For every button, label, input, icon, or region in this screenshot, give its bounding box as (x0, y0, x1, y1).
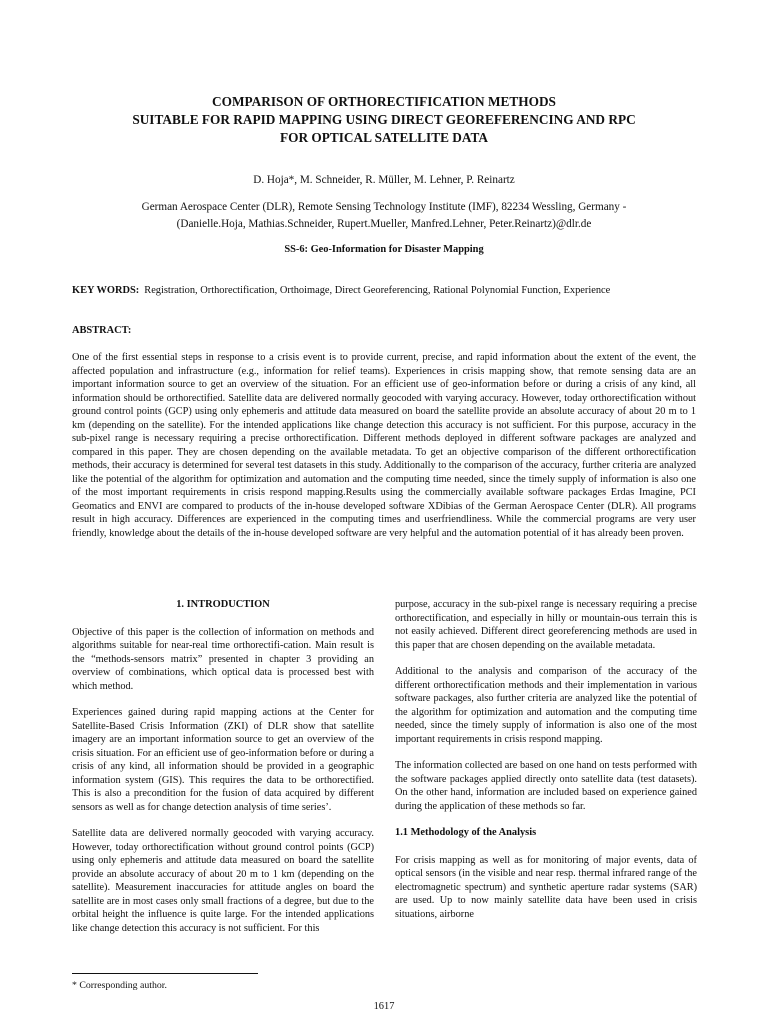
keywords (72, 285, 712, 296)
paragraph: Satellite data are delivered normally geocoded with varying accuracy. However, today orthorectification without ground control points (GCP) using only ephemeris and attitude data measured on board the satellite provide an absolute accuracy of about 20 m to 1 km (depending on the satellite). Measurement inaccuracies for attitude angles on board the satellite are in most cases only small fractions of a degree, but due to the orbital height the influence is quite large. For the intended applications like change detection this accuracy is not sufficient. For this (72, 828, 374, 934)
keywords-label: KEY WORDS: (72, 285, 140, 296)
right-column (395, 598, 697, 934)
keywords-text: Registration, Orthorectification, Orthoimage, Direct Georeferencing, Rational Polynomial Function, Experience (144, 285, 611, 296)
footnote-divider (72, 973, 258, 974)
title-line-3: FOR OPTICAL SATELLITE DATA (280, 130, 488, 145)
paragraph: The information collected are based on one hand on tests performed with the software packages applied directly onto satellite data (test datasets). On the other hand, information are included based on experience gained during the application of these methods so far. (395, 760, 697, 812)
affiliation-line-1: German Aerospace Center (DLR), Remote Sensing Technology Institute (IMF), 82234 Wessling, Germany - (141, 201, 627, 213)
subsection-heading-methodology: 1.1 Methodology of the Analysis (395, 827, 537, 838)
paper-title (40, 93, 728, 147)
paragraph: Objective of this paper is the collection of information on methods and algorithms suitable for near-real time orthorectifi-cation. Main result is the “methods-sensors matrix” presented in chapter 3 providing an overview of combinations, which optical data is processed best with which method. (72, 626, 374, 692)
paragraph: Experiences gained during rapid mapping actions at the Center for Satellite-Based Crisis Information (ZKI) of DLR show that satellite imagery are an important information source to get an overview of the crisis situation. For an efficient use of geo-information before or during a crisis of any kind, all information should be provided in a geographic information system (GIS). This requires the data to be orthorectified. This is also a precondition for the fusion of data acquired by different sensors as well as for change detection analysis of time series’. (72, 707, 374, 813)
session-label: SS-6: Geo-Information for Disaster Mapping (284, 244, 484, 255)
abstract-heading: ABSTRACT: (72, 325, 132, 336)
author-list: D. Hoja*, M. Schneider, R. Müller, M. Lehner, P. Reinartz (253, 174, 515, 186)
affiliation (40, 199, 728, 233)
page-number: 1617 (373, 1001, 395, 1012)
title-line-2: SUITABLE FOR RAPID MAPPING USING DIRECT GEOREFERENCING AND RPC (132, 112, 636, 127)
paragraph: purpose, accuracy in the sub-pixel range is necessary requiring a precise orthorectification, and especially in hilly or mountain-ous terrain this is not easily achieved. Different direct georeferencing methods are used in this paper that are chosen depending on the available metadata. (395, 599, 697, 651)
paragraph: For crisis mapping as well as for monitoring of major events, data of optical sensors (in the visible and near resp. thermal infrared range of the electromagnetic spectrum) and synthetic aperture radar systems (SAR) are used. Up to now mainly satellite data have been used in crisis situations, airborne (395, 854, 697, 920)
abstract-text: One of the first essential steps in response to a crisis event is to provide current, precise, and rapid information about the extent of the event, the affected population and infrastructure (e.g., information for relief teams). Experiences in crisis mapping show, that remote sensing data are an important information source to get an overview of the situation. For an efficient use of geo-information before or during a crisis of any kind, all information should be orthorectified. Satellite data are delivered normally geocoded with varying accuracy. However, today orthorectification without ground control points (GCP) using only ephemeris and attitude data measured on board the satellite provide an absolute accuracy of about 20 m to 1 km (depending on the satellite). For the intended applications like change detection this accuracy is not sufficient. For this purpose, accuracy in the sub-pixel range is necessary requiring a precise orthorectification. Different methods deployed in different software packages are analyzed and compared in this paper. They are chosen depending on the available metadata. To get an objective comparison of the different orthorectification methods, their accuracy is determined for several test datasets in this study. Additionally to the comparison of the accuracy, further criteria are analyzed like the potential of the algorithm for optimization and automation and the computing time needed, since the timely supply of information is also one of the most important requirements in crisis respond mapping.Results using the commercially available software packages Erdas Imagine, PCI Geomatics and ENVI are compared to products of the in-house developed software XDibias of the German Aerospace Center (DLR). All programs result in high accuracy. Differences are experienced in the computing times and userfriendliness. While the commercial programs are very user friendly, knowledge about the details of the in-house developed software are very helpful and the automation potential of it has already been proven. (72, 352, 696, 539)
left-column (72, 598, 374, 948)
affiliation-emails: (Danielle.Hoja, Mathias.Schneider, Rupert.Mueller, Manfred.Lehner, Peter.Reinartz)@dlr.de (176, 218, 592, 230)
footnote: * Corresponding author. (72, 980, 167, 991)
section-heading-introduction: 1. INTRODUCTION (176, 599, 270, 610)
title-line-1: COMPARISON OF ORTHORECTIFICATION METHODS (212, 94, 556, 109)
paragraph: Additional to the analysis and comparison of the accuracy of the different orthorectification methods and their implementation in various software packages, also further criteria are analyzed like the potential of the algorithm for optimization and automation and the computing time needed, since the timely supply of information is also one of the most important requirements in crisis respond mapping. (395, 666, 697, 745)
